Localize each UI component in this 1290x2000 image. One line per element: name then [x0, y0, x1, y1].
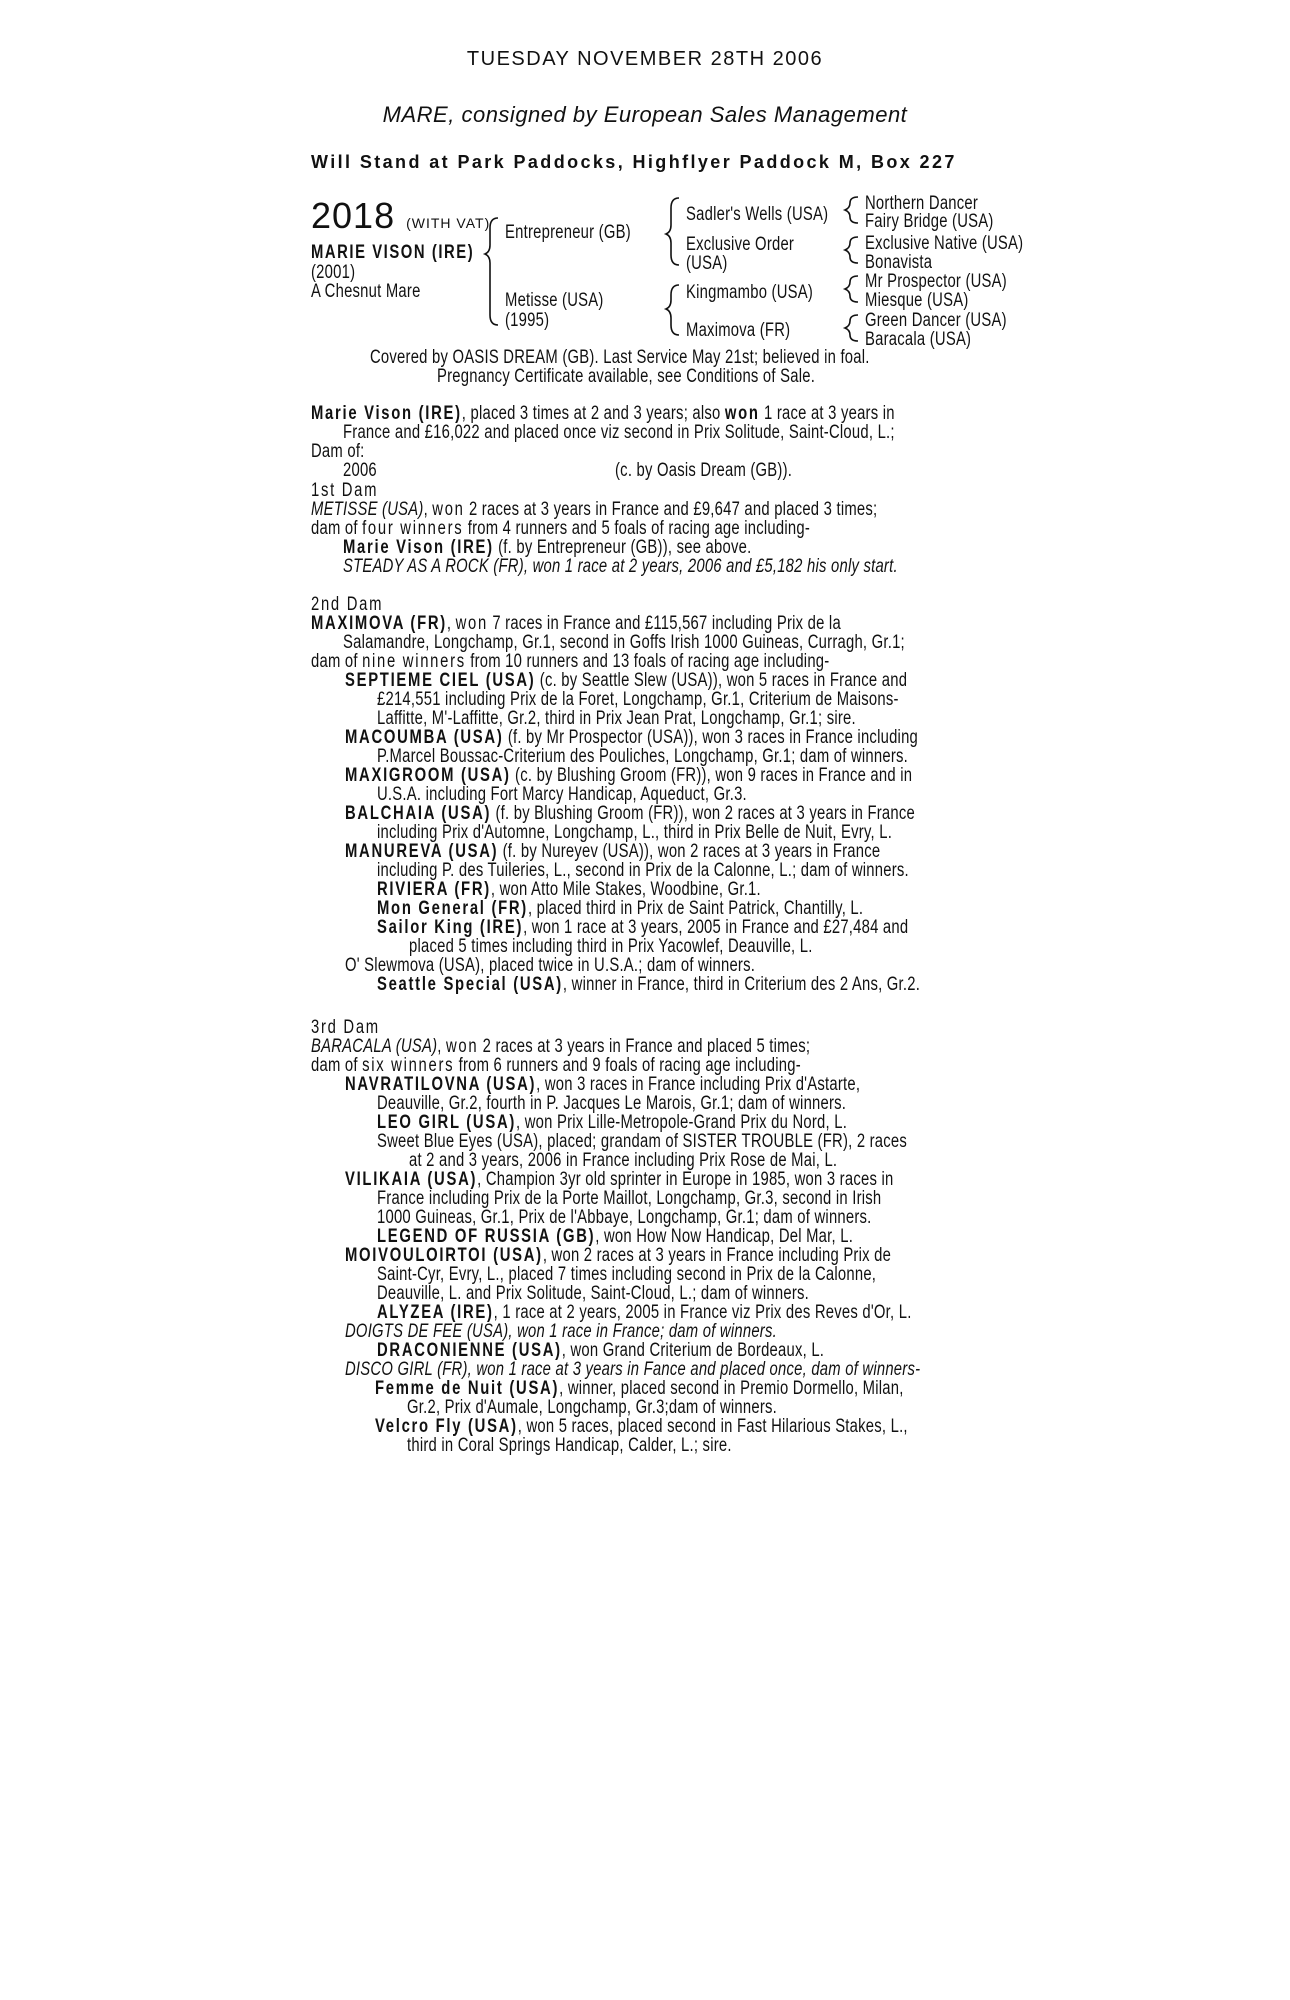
- produce-text: (c. by Seattle Slew (USA)), won 5 races in France and: [535, 670, 908, 691]
- produce-name: STEADY AS A ROCK (FR): [343, 556, 524, 577]
- sire-sire: Sadler's Wells (USA): [686, 204, 829, 225]
- sire-dam: Exclusive Order: [686, 234, 795, 255]
- text: from 4 runners and 5 foals of racing age including-: [463, 518, 811, 539]
- third-dam-name: BARACALA (USA): [311, 1036, 438, 1057]
- ssd: Fairy Bridge (USA): [865, 211, 994, 232]
- produce-text: Deauville, L. and Prix Solitude, Saint-Cloud, L.; dam of winners.: [377, 1283, 810, 1304]
- winners-count: six winners: [362, 1055, 455, 1076]
- produce-text: , won Atto Mile Stakes, Woodbine, Gr.1.: [490, 879, 761, 900]
- produce-text: , won 1 race at 3 years, 2005 in France and £27,484 and: [523, 917, 909, 938]
- third-dam-heading: 3rd Dam: [311, 1017, 380, 1038]
- produce-text: (f. by Nureyev (USA)), won 2 races at 3 years in France: [498, 841, 881, 862]
- dam-dam: Maximova (FR): [686, 320, 791, 341]
- mare-text: , placed 3 times at 2 and 3 years; also: [461, 403, 725, 424]
- sds: Exclusive Native (USA): [865, 233, 1024, 254]
- text: ,: [423, 499, 433, 520]
- produce-text: , won 5 races, placed second in Fast Hilarious Stakes, L.,: [517, 1416, 908, 1437]
- text: 2 races at 3 years in France and £9,647 and placed 3 times;: [464, 499, 878, 520]
- brace-dam: [666, 285, 679, 335]
- dam-name: Metisse (USA): [505, 290, 604, 311]
- produce-text: , placed third in Prix de Saint Patrick, Chantilly, L.: [527, 898, 864, 919]
- produce-desc: (c. by Oasis Dream (GB)).: [615, 460, 793, 481]
- dam-of-label: Dam of:: [311, 441, 365, 462]
- won-label: won: [724, 403, 760, 424]
- produce-text: (f. by Blushing Groom (FR)), won 2 races at 3 years in France: [491, 803, 915, 824]
- produce-text: U.S.A. including Fort Marcy Handicap, Aqueduct, Gr.3.: [377, 784, 747, 805]
- first-dam-name: METISSE (USA): [311, 499, 424, 520]
- produce-name: Velcro Fly (USA): [375, 1416, 518, 1437]
- dsd: Miesque (USA): [865, 290, 969, 311]
- sire-name: Entrepreneur (GB): [505, 222, 631, 243]
- second-dam-line-1: MAXIMOVA (FR), won 7 races in France and £115,567 including Prix de la: [311, 613, 841, 634]
- produce-name: LEGEND OF RUSSIA (GB): [377, 1226, 596, 1247]
- text: 7 races in France and £115,567 including Prix de la: [487, 613, 841, 634]
- produce-text: , won 2 races at 3 years in France including Prix de: [542, 1245, 892, 1266]
- sale-date: TUESDAY NOVEMBER 28TH 2006: [466, 48, 824, 70]
- produce-text: DISCO GIRL (FR), won 1 race at 3 years in Fance and placed once, dam of winners-: [345, 1359, 921, 1380]
- sss: Northern Dancer: [865, 193, 979, 214]
- brace-sire: [666, 198, 679, 265]
- text: 2 races at 3 years in France and placed 5 times;: [478, 1036, 811, 1057]
- brace-ds: [845, 276, 858, 302]
- produce-text: £214,551 including Prix de la Foret, Longchamp, Gr.1, Criterium de Maisons-: [377, 689, 899, 710]
- second-dam-heading: 2nd Dam: [311, 594, 384, 615]
- horse-year: (2001): [311, 262, 356, 283]
- sire-dam-country: (USA): [686, 253, 728, 274]
- lot-number: 2018: [311, 195, 396, 236]
- horse-description: A Chesnut Mare: [311, 281, 421, 302]
- text: (f. by Entrepreneur (GB)), see above.: [493, 537, 752, 558]
- covered-line-1: Covered by OASIS DREAM (GB). Last Service May 21st; believed in foal.: [370, 347, 870, 368]
- produce-text: third in Coral Springs Handicap, Calder, L.; sire.: [407, 1435, 732, 1456]
- produce-text: , Champion 3yr old sprinter in Europe in 1985, won 3 races in: [477, 1169, 894, 1190]
- mare-line-2: France and £16,022 and placed once viz second in Prix Solitude, Saint-Cloud, L.;: [343, 422, 895, 443]
- produce-name: MAXIGROOM (USA): [345, 765, 511, 786]
- produce-name: DRACONIENNE (USA): [377, 1340, 562, 1361]
- produce-text: France including Prix de la Porte Maillot, Longchamp, Gr.3, second in Irish: [377, 1188, 882, 1209]
- produce-name: MOIVOULOIRTOI (USA): [345, 1245, 543, 1266]
- produce-text: O' Slewmova (USA), placed twice in U.S.A.; dam of winners.: [345, 955, 756, 976]
- text: dam of: [311, 651, 363, 672]
- produce-name: VILIKAIA (USA): [345, 1169, 478, 1190]
- brace-sd: [845, 237, 858, 263]
- produce-text: including Prix d'Automne, Longchamp, L., third in Prix Belle de Nuit, Evry, L.: [377, 822, 893, 843]
- produce-name: BALCHAIA (USA): [345, 803, 492, 824]
- produce-text: , won Grand Criterium de Bordeaux, L.: [561, 1340, 825, 1361]
- won-label: won: [455, 613, 488, 634]
- produce-name: Seattle Special (USA): [377, 974, 563, 995]
- produce-text: , 1 race at 2 years, 2005 in France viz Prix des Reves d'Or, L.: [493, 1302, 912, 1323]
- produce-text: , winner in France, third in Criterium des 2 Ans, Gr.2.: [562, 974, 921, 995]
- second-dam-name: MAXIMOVA (FR): [311, 613, 447, 634]
- produce-text: Laffitte, M'-Laffitte, Gr.2, third in Prix Jean Prat, Longchamp, Gr.1; sire.: [377, 708, 856, 729]
- won-label: won: [432, 499, 465, 520]
- produce-name: MANUREVA (USA): [345, 841, 499, 862]
- dss: Mr Prospector (USA): [865, 271, 1007, 292]
- produce-line: [407, 1435, 732, 1457]
- second-dam-line-2: Salamandre, Longchamp, Gr.1, second in Goffs Irish 1000 Guineas, Curragh, Gr.1;: [343, 632, 905, 653]
- covered-line-2: Pregnancy Certificate available, see Conditions of Sale.: [437, 366, 816, 387]
- text: , won 1 race at 2 years, 2006 and £5,182 his only start.: [523, 556, 898, 577]
- brace-main: [485, 218, 498, 325]
- produce-name: SEPTIEME CIEL (USA): [345, 670, 536, 691]
- winners-count: nine winners: [362, 651, 466, 672]
- produce-name: NAVRATILOVNA (USA): [345, 1074, 537, 1095]
- produce-name: Femme de Nuit (USA): [375, 1378, 560, 1399]
- ddd: Baracala (USA): [865, 329, 972, 350]
- text: from 10 runners and 13 foals of racing age including-: [465, 651, 830, 672]
- produce-text: Sweet Blue Eyes (USA), placed; grandam of SISTER TROUBLE (FR), 2 races: [377, 1131, 908, 1152]
- stabling-line: Will Stand at Park Paddocks, Highflyer Paddock M, Box 227: [311, 152, 957, 172]
- produce-text: Deauville, Gr.2, fourth in P. Jacques Le Marois, Gr.1; dam of winners.: [377, 1093, 847, 1114]
- produce-text: (f. by Mr Prospector (USA)), won 3 races in France including: [503, 727, 919, 748]
- produce-line: [377, 974, 920, 996]
- dds: Green Dancer (USA): [865, 310, 1007, 331]
- produce-text: including P. des Tuileries, L., second in Prix de la Calonne, L.; dam of winners.: [377, 860, 909, 881]
- brace-dd: [845, 315, 858, 341]
- first-dam-produce-2: [343, 556, 898, 578]
- produce-name: Marie Vison (IRE): [343, 537, 494, 558]
- mare-name: Marie Vison (IRE): [311, 403, 462, 424]
- produce-text: 1000 Guineas, Gr.1, Prix de l'Abbaye, Longchamp, Gr.1; dam of winners.: [377, 1207, 872, 1228]
- produce-text: P.Marcel Boussac-Criterium des Pouliches, Longchamp, Gr.1; dam of winners.: [377, 746, 909, 767]
- first-dam-heading: 1st Dam: [311, 480, 379, 501]
- produce-text: at 2 and 3 years, 2006 in France including Prix Rose de Mai, L.: [409, 1150, 838, 1171]
- dam-sire: Kingmambo (USA): [686, 282, 814, 303]
- produce-name: MACOUMBA (USA): [345, 727, 504, 748]
- produce-text: DOIGTS DE FEE (USA), won 1 race in France; dam of winners.: [345, 1321, 777, 1342]
- produce-text: (c. by Blushing Groom (FR)), won 9 races in France and in: [510, 765, 913, 786]
- text: from 6 runners and 9 foals of racing age including-: [454, 1055, 801, 1076]
- produce-year: 2006: [343, 460, 377, 481]
- produce-text: placed 5 times including third in Prix Yacowlef, Deauville, L.: [409, 936, 813, 957]
- brace-ss: [845, 197, 858, 223]
- produce-text: , winner, placed second in Premio Dormello, Milan,: [559, 1378, 904, 1399]
- sdd: Bonavista: [865, 252, 933, 273]
- consignor-line: MARE, consigned by European Sales Management: [382, 102, 908, 127]
- produce-name: RIVIERA (FR): [377, 879, 491, 900]
- produce-name: Sailor King (IRE): [377, 917, 524, 938]
- won-label: won: [445, 1036, 479, 1057]
- produce-name: Mon General (FR): [377, 898, 528, 919]
- vat-label: (WITH VAT): [406, 215, 491, 231]
- dam-year: (1995): [505, 310, 550, 331]
- pedigree-braces: [0, 0, 1290, 360]
- produce-name: ALYZEA (IRE): [377, 1302, 494, 1323]
- text: ,: [437, 1036, 446, 1057]
- produce-text: , won 3 races in France including Prix d'Astarte,: [536, 1074, 861, 1095]
- produce-name: LEO GIRL (USA): [377, 1112, 517, 1133]
- produce-text: , won Prix Lille-Metropole-Grand Prix du Nord, L.: [516, 1112, 848, 1133]
- produce-text: , won How Now Handicap, Del Mar, L.: [595, 1226, 854, 1247]
- produce-text: Gr.2, Prix d'Aumale, Longchamp, Gr.3;dam of winners.: [407, 1397, 778, 1418]
- winners-count: four winners: [362, 518, 464, 539]
- text: dam of: [311, 1055, 363, 1076]
- horse-name: MARIE VISON (IRE): [311, 242, 475, 263]
- mare-text: 1 race at 3 years in: [759, 403, 895, 424]
- text: dam of: [311, 518, 363, 539]
- produce-text: Saint-Cyr, Evry, L., placed 7 times including second in Prix de la Calonne,: [377, 1264, 877, 1285]
